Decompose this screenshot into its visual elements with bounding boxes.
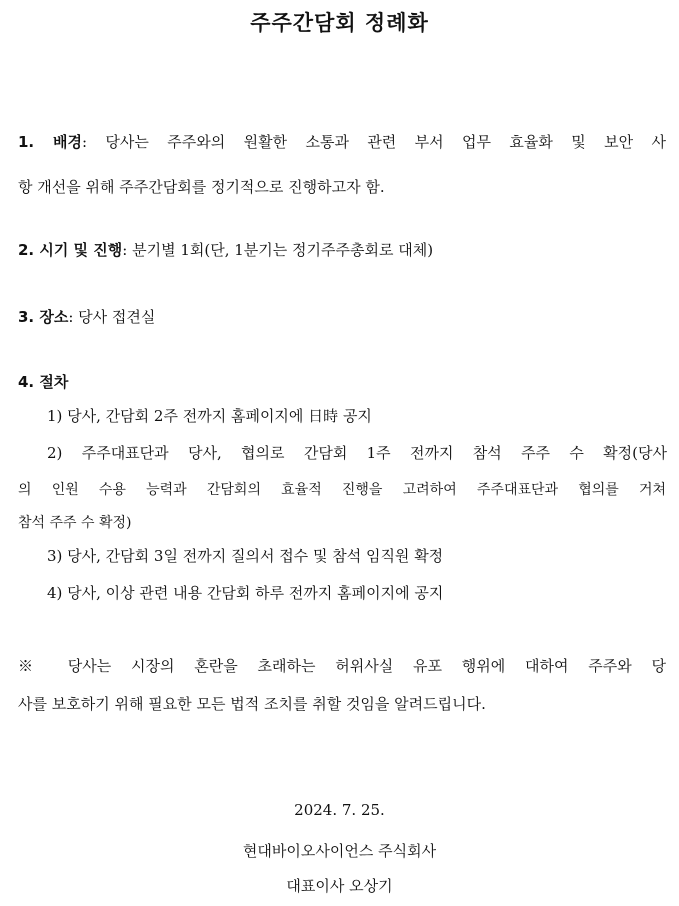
procedure-step-2-line-2: 의 인원 수용 능력과 간담회의 효율적 진행을 고려하여 주주대표단과 협의를 거쳐 [18, 482, 666, 498]
background-line-2: 항 개선을 위해 주주간담회를 정기적으로 진행하고자 함. [18, 178, 385, 196]
place-heading: 3. 장소 [18, 308, 69, 326]
schedule-text: : 분기별 1회(단, 1분기는 정기주주총회로 대체) [122, 241, 434, 259]
procedure-step-4: 4) 당사, 이상 관련 내용 간담회 하루 전까지 홈페이지에 공지 [47, 584, 444, 602]
procedure-step-2-line-3: 참석 주주 수 확정) [18, 515, 132, 531]
place-text: : 당사 접견실 [68, 308, 156, 326]
place-line [18, 306, 666, 328]
procedure-heading: 4. 절차 [18, 373, 69, 391]
background-heading: 1. 배경 [18, 133, 82, 151]
procedure-step-3: 3) 당사, 간담회 3일 전까지 질의서 접수 및 참석 임직원 확정 [47, 547, 444, 565]
notice-line-1: ※ 당사는 시장의 혼란을 초래하는 허위사실 유포 행위에 대하여 주주와 당 [18, 657, 666, 675]
ceo-signature: 대표이사 오상기 [286, 877, 393, 895]
notice-line-2: 사를 보호하기 위해 필요한 모든 법적 조치를 취할 것임을 알려드립니다. [18, 695, 486, 713]
company-name: 현대바이오사이언스 주식회사 [242, 842, 437, 860]
background-text-1: : 당사는 주주와의 원활한 소통과 관련 부서 업무 효율화 및 보안 사 [81, 133, 667, 151]
procedure-step-1: 1) 당사, 간담회 2주 전까지 홈페이지에 日時 공지 [47, 407, 372, 425]
schedule-line [18, 239, 666, 261]
background-line-1 [18, 131, 666, 153]
document-title: 주주간담회 정례화 [250, 11, 429, 35]
procedure-step-2-line-1: 2) 주주대표단과 당사, 협의로 간담회 1주 전까지 참석 주주 수 확정(당사 [47, 444, 667, 462]
document-date: 2024. 7. 25. [294, 801, 385, 819]
schedule-heading: 2. 시기 및 진행 [18, 241, 123, 259]
